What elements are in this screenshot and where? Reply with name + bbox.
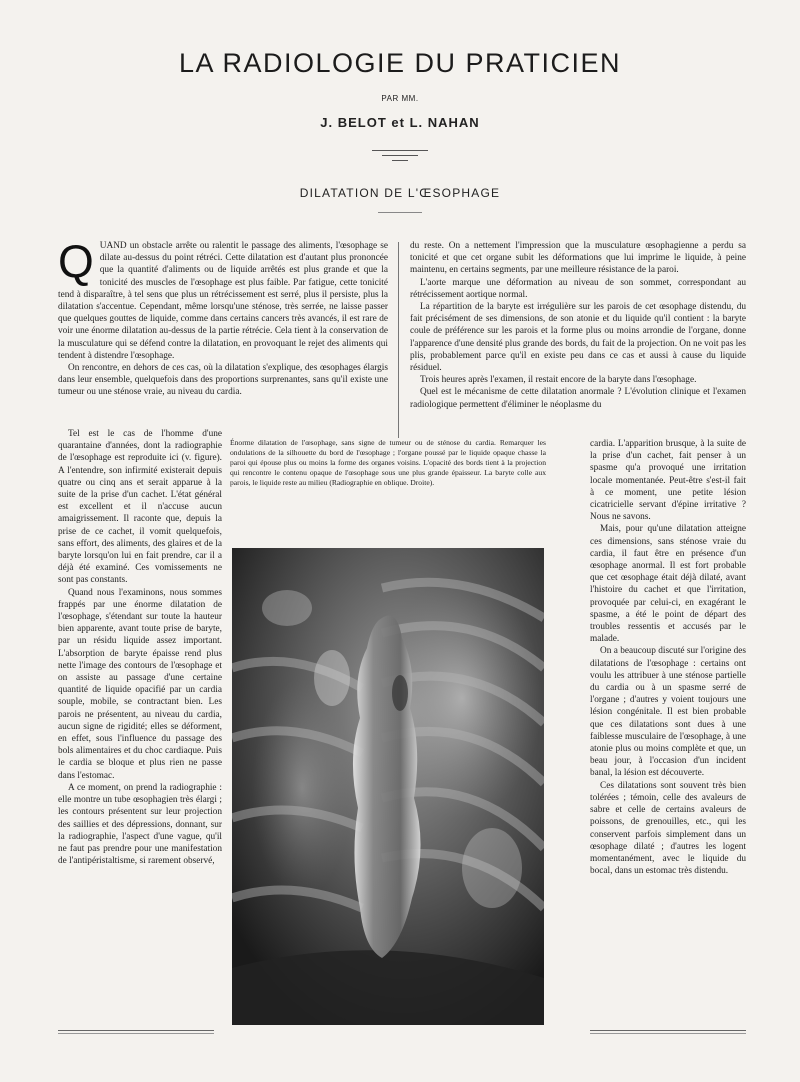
par-label: PAR MM. — [381, 94, 419, 103]
header-rule-3 — [392, 160, 408, 161]
paragraph: UAND un obstacle arrête ou ralentit le passage des aliments, l'œsophage se dilate au-dessus du point rétréci. Cette dilatation est d'autant plus prononcée que la quantité d'aliments ou de liquide arrêtés est plus grande et que la tonicité des muscles de l'œsophage est plus faible. Par fatigue, cette tonicité tend à disparaître, à tel sens que plus un rétrécissement est serré, plus il persiste, plus la dilatation s'accentue. Cependant, même lorsqu'une sténose, très serrée, ne laisse passer que quelques gouttes de liquide, comme dans certains cancers très avancés, il est rare de voir une énorme dilatation au-dessus de la partie rétrécie. Cela tient à la conservation de la musculature qui se défend contre la dilatation, en provoquant le rejet des aliments qui tendent à distendre l'œsophage. — [58, 241, 388, 361]
paragraph: A ce moment, on prend la radiographie : elle montre un tube œsophagien très élargi ; les contours présentent sur leur projection des saillies et des dépressions, donnant, sur la radiographie, l'aspect d'une vague, qu'il ne faut pas prendre pour une manifestation de l'antipéristaltisme, si rarement observé, — [58, 782, 222, 867]
authors: J. BELOT et L. NAHAN — [320, 115, 480, 130]
figure-caption: Énorme dilatation de l'œsophage, sans signe de tumeur ou de sténose du cardia. Remarquer les ondulations de la silhouette du bord de l'œsophage ; l'organe poussé par le liquide opaque chasse la paroi qui épouse plus ou moins la forme des organes voisins. L'opacité des bords tient à la projection qui rencontre le contenu opaque de l'œsophage sous une plus grande épaisseur. La baryte colle aux parois, le liquide reste au milieu (Radiographie en oblique. Droite). — [230, 438, 546, 487]
paragraph: Mais, pour qu'une dilatation atteigne ces dimensions, sans sténose vraie du cardia, il faut être en présence d'un œsophage anormal. Il est fort probable que cet œsophage était déjà dilaté, avant l'histoire du cachet et que l'irritation, provoquée par celui-ci, en exagérant le spasme, a été le point de départ des troubles ressentis et accusés par le malade. — [590, 524, 746, 645]
paragraph: cardia. L'apparition brusque, à la suite de la prise d'un cachet, fait penser à un spasme qu'a provoqué une irritation locale momentanée. Peut-être s'est-il fait à ce moment, une petite lésion cicatricielle servant d'épine irritative ? Nous ne savons. — [590, 439, 746, 523]
footer-rule-right — [590, 1030, 746, 1034]
bright-patch — [314, 650, 350, 706]
aortic-knob — [392, 675, 408, 711]
article-subtitle: DILATATION DE L'ŒSOPHAGE — [299, 186, 501, 200]
subtitle-rule — [378, 212, 422, 213]
bright-patch — [462, 828, 522, 908]
header-rule-2 — [382, 155, 418, 156]
article-title: LA RADIOLOGIE DU PRATICIEN — [178, 48, 622, 78]
paragraph: Tel est le cas de l'homme d'une quarantaine d'années, dont la radiographie de l'œsophage est reproduite ici (v. figure). A l'entendre, son infirmité existerait depuis quatre ou cinq ans et serait apparue à la suite de la prise d'un cachet. L'état général est excellent et il n'accuse aucun amaigrissement. Il raconte que, depuis la prise de ce cachet, il vomit quelquefois, sans effort, des aliments, des glaires et de la baryte lorsqu'on lui en fait prendre, car il a déjà été examiné. Ces vomissements ne sont pas constants. — [58, 429, 222, 586]
paragraph: Ces dilatations sont souvent très bien tolérées ; témoin, celle des avaleurs de sabre et celle de certains avaleurs de poissons, de grenouilles, etc., qui les conservent parfois simplement dans un œsophage dilaté ; d'autres les logent momentanément, avec le liquide du bocal, dans un estomac très distendu. — [590, 780, 746, 877]
left-column-narrow — [58, 428, 222, 867]
paragraph: On a beaucoup discuté sur l'origine des dilatations de l'œsophage : certains ont voulu les attribuer à une sténose partielle du cardia ou à un spasme serré de l'organe ; d'autres y voient toujours une lésion congénitale. Il est bien probable que ces dilatations sont dues à une faiblesse musculaire de l'œsophage, à une atonie plus ou moins complète et que, un beau jour, à l'occasion d'un incident banal, la lésion est découverte. — [590, 646, 746, 779]
paragraph: Quel est le mécanisme de cette dilatation anormale ? L'évolution clinique et l'examen radiologique permettent d'éliminer le néoplasme du — [410, 387, 746, 410]
right-column-narrow — [590, 438, 746, 877]
left-column-top — [58, 235, 388, 399]
paragraph: On rencontre, en dehors de ces cas, où la dilatation s'explique, des œsophages élargis dans leur ensemble, quelquefois dans des proportions surprenantes, sans qu'il existe une tumeur ou une sténose vraie, au niveau du cardia. — [58, 363, 388, 398]
paragraph: Trois heures après l'examen, il restait encore de la baryte dans l'œsophage. — [420, 375, 697, 386]
radiograph-svg — [232, 548, 544, 1025]
paragraph: Quand nous l'examinons, nous sommes frappés par une énorme dilatation de l'œsophage, s'étendant sur toute la hauteur bien apparente, avant toute prise de baryte, par un résidu liquide assez important. L'absorption de baryte épaisse rend plus nette l'image des contours de l'œsophage et on assiste au passage d'une certaine quantité de liquide opacifié par un cardia souple, mobile, se contractant bien. Les parois ne présentent, au niveau du cardia, aucun signe de rigidité; elles se déforment, en effet, sous l'influence du passage des bols alimentaires et du choc cardiaque. Puis le cardia se bloque et plus rien ne passe dans l'estomac. — [58, 587, 222, 781]
radiograph-image — [232, 548, 544, 1025]
header-rule-1 — [372, 150, 428, 151]
right-column-top — [410, 240, 746, 411]
bright-patch — [262, 590, 312, 626]
drop-cap: Q — [58, 235, 94, 287]
lung-field — [252, 678, 352, 898]
paragraph: L'aorte marque une déformation au niveau de son sommet, correspondant au rétrécissement aortique normal. — [410, 277, 746, 300]
footer-rule-left — [58, 1030, 214, 1034]
column-divider — [398, 242, 399, 438]
paragraph: du reste. On a nettement l'impression que la musculature œsophagienne a perdu sa tonicité et que cet organe subit les déformations que lui imprime le liquide, à peine maintenu, en certains segments, par une meilleure résistance de la paroi. — [410, 241, 746, 276]
paragraph: La répartition de la baryte est irrégulière sur les parois de cet œsophage distendu, du fait précisément de ses dimensions, de son atonie et du liquide qu'il contient : la baryte coule de préférence sur les parois et la forme plus ou moins arrondie de l'organe, donne l'apparence d'une densité plus grande des bords, du fait de la projection. On ne voit pas les plis, probablement parce qu'il en existe peu dans ce cas et aussi à cause du liquide résiduel. — [410, 302, 746, 374]
